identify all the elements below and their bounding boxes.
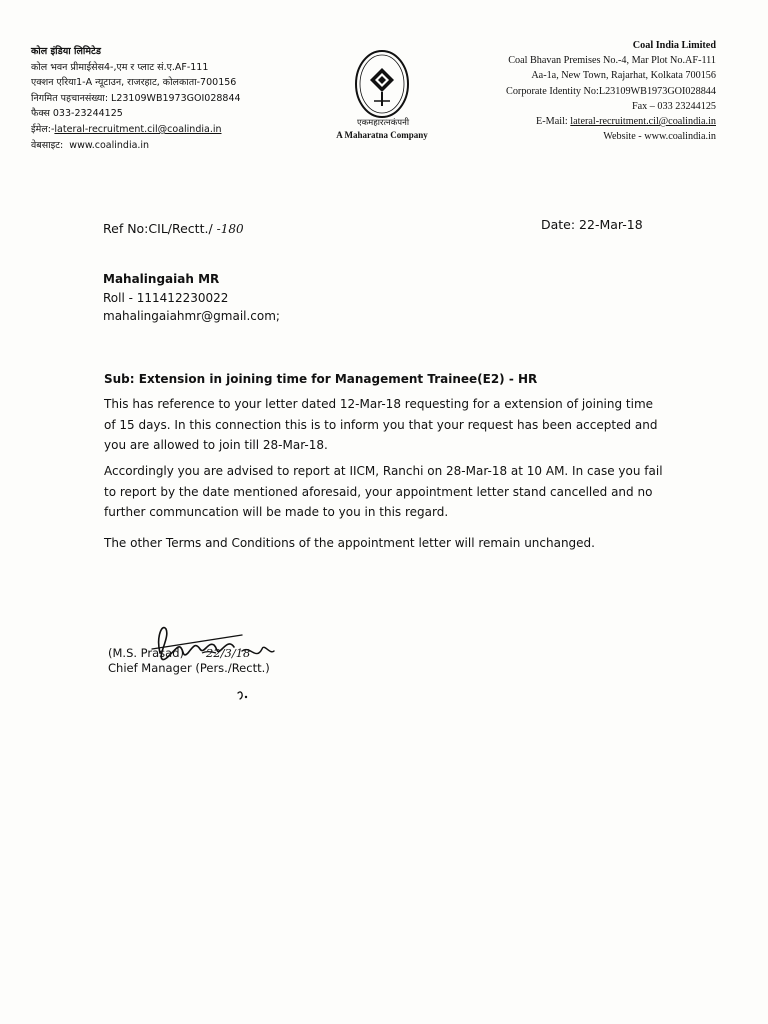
email-label: E-Mail: xyxy=(536,116,571,128)
maharatna-tagline: A Maharatna Company xyxy=(336,130,428,140)
addressee-name: Mahalingaiah MR xyxy=(103,272,220,286)
paragraph-3: The other Terms and Conditions of the appointment letter will remain unchanged. xyxy=(104,536,595,550)
email-link[interactable]: lateral-recruitment.cil@coalindia.in xyxy=(570,116,716,128)
company-name-hindi: कोल इंडिया लिमिटेड xyxy=(31,46,101,57)
website[interactable]: Website - www.coalindia.in xyxy=(603,131,716,143)
email-label-hindi: ईमेल:- xyxy=(31,123,55,135)
fax-hindi: फैक्स 033-23244125 xyxy=(31,108,123,120)
signatory-name: (M.S. Prasad) xyxy=(108,646,185,660)
signatory-name-line xyxy=(108,646,270,661)
addressee-roll: Roll - 111412230022 xyxy=(103,290,229,305)
company-name: Coal India Limited xyxy=(632,40,716,51)
paragraph-1: This has reference to your letter dated 12-Mar-18 requesting for a extension of joining time of 15 days. In this connection this is to inform you that your request has been accepted and you are allowed to join till 28-Mar-18. xyxy=(104,397,658,452)
email-line xyxy=(506,114,716,129)
website-label-hindi: वेबसाइट: xyxy=(31,139,64,151)
address-line2: Aa-1a, New Town, Rajarhat, Kolkata 700156 xyxy=(531,70,716,82)
coal-india-logo xyxy=(346,46,418,124)
website-hindi[interactable]: www.coalindia.in xyxy=(69,139,150,151)
cin-hindi: निगमित पहचानसंख्या: L23109WB1973GOI028844 xyxy=(31,92,241,104)
signatory-designation: Chief Manager (Pers./Rectt.) xyxy=(108,661,270,675)
ref-handwritten: -180 xyxy=(216,222,244,236)
email-line-hindi xyxy=(31,122,241,138)
letterhead-english xyxy=(506,38,716,144)
address-line1: Coal Bhavan Premises No.-4, Mar Plot No.AF-111 xyxy=(508,55,716,67)
addressee-block xyxy=(103,270,280,326)
fax: Fax – 033 23244125 xyxy=(631,100,716,112)
signed-date: 22/3/18 xyxy=(206,646,251,660)
cin: Corporate Identity No:L23109WB1973GOI028844 xyxy=(506,85,716,97)
website-line-hindi xyxy=(31,138,241,154)
logo-hindi-caption: एकमहारत्नकंपनी xyxy=(356,118,410,128)
address-line1-hindi: कोल भवन प्रीमाईसेस4-,एम र प्लाट सं.ए.AF-111 xyxy=(31,61,209,73)
ref-label: Ref No:CIL/Rectt./ xyxy=(103,221,213,236)
signatory-block xyxy=(108,646,270,676)
letterhead-hindi xyxy=(31,44,241,153)
email-link-hindi[interactable]: lateral-recruitment.cil@coalindia.in xyxy=(54,123,222,135)
reference-number xyxy=(103,221,244,236)
address-line2-hindi: एक्शन एरिया1-A न्यूटाउन, राजरहाट, कोलकाता-700156 xyxy=(31,77,237,89)
addressee-email: mahalingaiahmr@gmail.com; xyxy=(103,309,280,323)
paragraph-2: Accordingly you are advised to report at IICM, Ranchi on 28-Mar-18 at 10 AM. In case you fail to report by the date mentioned aforesaid, your appointment letter stand cancelled and no further communcation will be made to you in this regard. xyxy=(104,464,663,519)
letter-date: Date: 22-Mar-18 xyxy=(541,217,643,232)
subject-line: Sub: Extension in joining time for Management Trainee(E2) - HR xyxy=(104,372,538,386)
